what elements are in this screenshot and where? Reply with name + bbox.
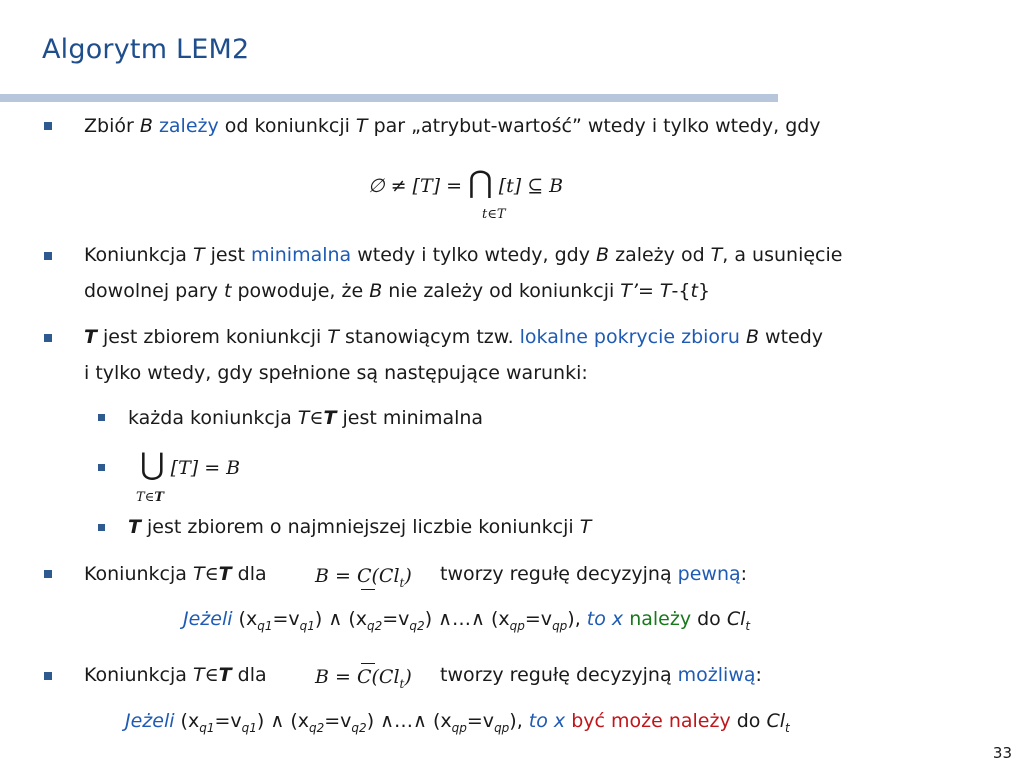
union-symbol: ⋃ [140,447,165,482]
subscript: qp [494,720,510,735]
sub-bullet-3-text [128,518,591,537]
sub-bullet-2-marker [98,464,105,471]
text-run: jest minimalna [336,407,484,429]
formula-under-index [136,490,164,505]
term-mozliwa: możliwą [677,664,756,686]
sub-bullet-1-text [128,409,483,428]
text-run: -{ [671,280,691,302]
text-run: jest zbiorem o najmniejszej liczbie koniunkcji [140,516,580,538]
subscript: qp [451,720,467,735]
text-run: od koniunkcji [218,115,356,137]
formula-rhs: [t] ⊆ B [498,175,564,197]
text-run: jest [204,244,251,266]
var-T: T [327,326,339,348]
bullet-4-text [84,565,267,584]
var-B: B [139,115,153,137]
subscript: q1 [257,618,273,633]
text-run: : [740,563,748,585]
text-run: wtedy i tylko wtedy, gdy [351,244,597,266]
formula-upper-approx [315,666,412,691]
var-T: T [192,244,205,266]
subscript: q2 [308,720,325,735]
subscript: t [399,575,405,590]
text-run: Zbiór [84,115,140,137]
text-run: T∈ [136,490,155,505]
text-run: =v [272,608,300,630]
var-bold-T: T [154,490,164,505]
var-T: T [710,244,723,266]
formula-lower-approx [315,565,412,590]
text-run: } [697,280,711,302]
bullet-5-text-end [440,666,762,685]
text-run: ) ∧ (x [256,710,309,732]
overbar-mark [361,663,375,664]
subscript: q2 [351,720,367,735]
var-B: B [369,280,383,302]
term-zalezy: zależy [158,115,219,137]
page-number: 33 [992,744,1012,762]
text-run: tworzy regułę decyzyjną [440,664,678,686]
bullet-2-line-2 [84,282,710,301]
sub-bullet-3-marker [98,524,105,531]
formula-text: B = C(Cl [315,666,400,688]
bullet-3-line-1 [84,328,823,347]
bullet-1-text [84,117,821,136]
var-T: T [355,115,368,137]
subscript: q2 [366,618,383,633]
text-run: =v [382,608,410,630]
subscript: q2 [409,618,425,633]
formula-rhs: [T] = B [170,457,241,479]
element-of-symbol: ∈ [204,563,219,585]
rule-if: Jeżeli [183,608,233,630]
rule-then: to x [586,608,624,630]
bullet-5-marker [44,672,52,680]
text-run: ) ∧ (x [314,608,367,630]
var-T: T [192,563,205,585]
var-B: B [596,244,610,266]
text-run: jest zbiorem koniunkcji [96,326,328,348]
bullet-4-marker [44,570,52,578]
text-run: ) ∧…∧ (x [424,608,510,630]
var-bold-T: T [218,664,232,686]
var-B: B [739,326,759,348]
var-t: t [690,280,698,302]
element-of-symbol: ∈ [204,664,219,686]
text-run: ) ∧…∧ (x [366,710,452,732]
rule-if: Jeżeli [125,710,175,732]
term-nalezy: należy [623,608,692,630]
text-run: Koniunkcja [84,244,193,266]
underbar-mark [361,589,375,590]
formula-lhs: ∅ ≠ [T] = [368,175,463,197]
bullet-3-line-2: i tylko wtedy, gdy spełnione są następujące warunki: [84,362,588,384]
bullet-2-marker [44,252,52,260]
text-run: tworzy regułę decyzyjną [440,563,678,585]
formula-dependency [368,165,564,200]
term-lokalne-pokrycie: lokalne pokrycie zbioru [519,326,740,348]
element-of-symbol: ∈ [309,407,324,429]
text-run: (x [174,710,200,732]
rule-then: to x [528,710,566,732]
text-run: każda koniunkcja [128,407,298,429]
text-run: wtedy [759,326,824,348]
subscript: t [785,720,790,735]
var-bold-T: T [218,563,232,585]
subscript: q1 [199,720,215,735]
var-Cl: Cl [726,608,746,630]
rule-certain [183,610,750,632]
text-run: =v [466,710,495,732]
formula-union [140,447,241,482]
formula-under-index: t∈T [482,207,506,222]
text-run: dowolnej pary [84,280,224,302]
subscript: qp [509,618,525,633]
bullet-1-marker [44,122,52,130]
title-divider [0,94,778,102]
slide-title: Algorytm LEM2 [42,34,250,65]
text-run: =v [524,608,553,630]
bullet-2-line-1 [84,246,842,265]
text-run: do [691,608,727,630]
subscript: q1 [299,618,315,633]
var-T: T [297,407,310,429]
term-byc-moze-nalezy: być może należy [565,710,731,732]
bullet-4-text-end [440,565,747,584]
subscript: t [399,676,405,691]
text-run: par „atrybut-wartość” wtedy i tylko wtedy, gdy [367,115,821,137]
text-run: =v [214,710,242,732]
term-pewna: pewną [677,563,741,585]
text-run: do [730,710,767,732]
var-t: t [223,280,232,302]
text-run: dla [231,664,267,686]
text-run: powoduje, że [231,280,370,302]
var-Cl: Cl [766,710,786,732]
text-run: : [755,664,762,686]
text-run: = [637,280,660,302]
var-bold-T: T [128,516,141,538]
bullet-5-text [84,666,267,685]
sub-bullet-1-marker [98,414,105,421]
text-run: nie zależy od koniunkcji [382,280,621,302]
text-run: ), [567,608,587,630]
var-bold-T: T [84,326,97,348]
formula-text: B = C(Cl [315,565,400,587]
subscript: t [745,618,751,633]
rule-possible [125,712,790,734]
formula-text: ) [404,565,412,587]
text-run: , a usunięcie [722,244,843,266]
text-run: (x [232,608,258,630]
text-run: Koniunkcja [84,563,193,585]
subscript: q1 [241,720,257,735]
bullet-3-marker [44,334,52,342]
var-T: T [579,516,592,538]
formula-text: ) [404,666,412,688]
text-run: zależy od [609,244,711,266]
var-T: T [192,664,205,686]
text-run: Koniunkcja [84,664,193,686]
intersection-symbol: ⋂ [468,165,493,200]
var-T-prime: T’ [620,280,638,302]
var-bold-T: T [323,407,337,429]
text-run: stanowiącym tzw. [338,326,520,348]
subscript: qp [552,618,568,633]
text-run: =v [324,710,352,732]
var-T: T [659,280,672,302]
text-run: dla [231,563,267,585]
term-minimalna: minimalna [250,244,352,266]
text-run: ), [509,710,529,732]
